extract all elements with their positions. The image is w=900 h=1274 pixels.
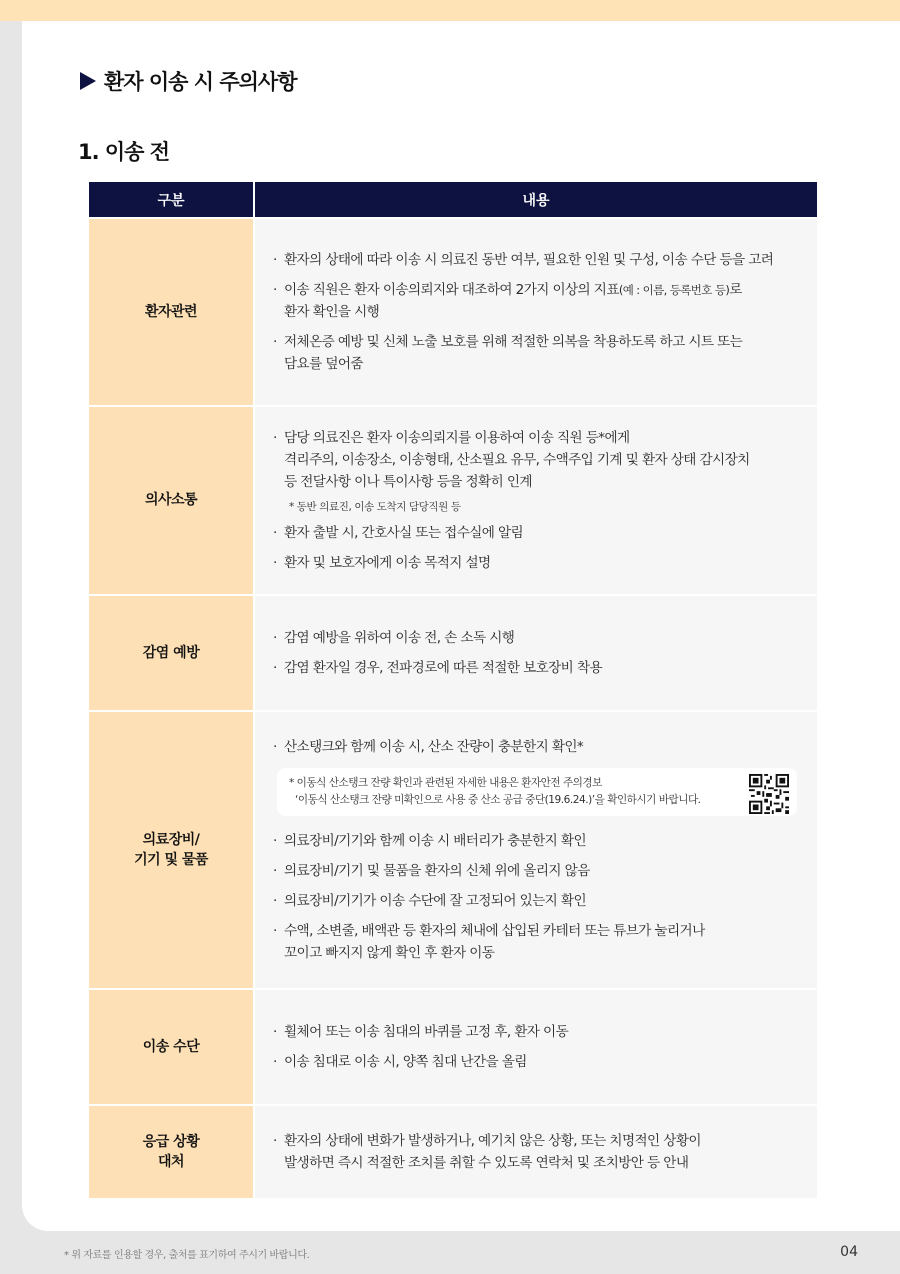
precautions-table bbox=[89, 182, 817, 1198]
table-row bbox=[89, 596, 817, 710]
header-category: 구분 bbox=[89, 182, 253, 217]
table-row bbox=[89, 990, 817, 1104]
row-content bbox=[255, 1106, 817, 1198]
header-content: 내용 bbox=[255, 182, 817, 217]
list-item: · 수액, 소변줄, 배액관 등 환자의 체내에 삽입된 카테터 또는 튜브가 눌리거나 꼬이고 빠지지 않게 확인 후 환자 이동 bbox=[273, 920, 803, 964]
list-item: · 환자 출발 시, 간호사실 또는 접수실에 알림 bbox=[273, 522, 803, 544]
list-item: · 저체온증 예방 및 신체 노출 보호를 위해 적절한 의복을 착용하도록 하고 시트 또는 담요를 덮어줌 bbox=[273, 331, 803, 375]
qr-code-icon[interactable] bbox=[749, 774, 789, 814]
list-item: · 이송 직원은 환자 이송의뢰지와 대조하여 2가지 이상의 지표(예 : 이름, 등록번호 등)로 환자 확인을 시행 bbox=[273, 279, 803, 323]
table-row bbox=[89, 407, 817, 594]
list-item: · 휠체어 또는 이송 침대의 바퀴를 고정 후, 환자 이동 bbox=[273, 1021, 803, 1043]
page-heading bbox=[80, 66, 297, 96]
triangle-right-icon bbox=[80, 72, 96, 90]
row-content bbox=[255, 712, 817, 988]
list-item: · 감염 환자일 경우, 전파경로에 따른 적절한 보호장비 착용 bbox=[273, 657, 803, 679]
row-category: 응급 상황 대처 bbox=[89, 1106, 253, 1198]
list-item: · 환자의 상태에 변화가 발생하거나, 예기치 않은 상황, 또는 치명적인 상황이 발생하면 즉시 적절한 조치를 취할 수 있도록 연락처 및 조치방안 등 안내 bbox=[273, 1130, 803, 1174]
row-content bbox=[255, 990, 817, 1104]
row-category: 감염 예방 bbox=[89, 596, 253, 710]
reference-notice-box bbox=[277, 768, 797, 816]
list-item: · 환자 및 보호자에게 이송 목적지 설명 bbox=[273, 552, 803, 574]
row-category: 의사소통 bbox=[89, 407, 253, 594]
row-category: 이송 수단 bbox=[89, 990, 253, 1104]
row-content bbox=[255, 219, 817, 405]
citation-note: * 위 자료를 인용할 경우, 출처를 표기하여 주시기 바랍니다. bbox=[64, 1250, 310, 1261]
notice-line: ‘이동식 산소탱크 잔량 미확인으로 사용 중 산소 공급 중단(19.6.24.)’을 확인하시기 바랍니다. bbox=[295, 794, 701, 806]
list-item: · 의료장비/기기와 함께 이송 시 배터리가 충분한지 확인 bbox=[273, 830, 803, 852]
list-item: · 환자의 상태에 따라 이송 시 의료진 동반 여부, 필요한 인원 및 구성, 이송 수단 등을 고려 bbox=[273, 249, 803, 271]
list-item: · 의료장비/기기 및 물품을 환자의 신체 위에 올리지 않음 bbox=[273, 860, 803, 882]
list-item: · 산소탱크와 함께 이송 시, 산소 잔량이 충분한지 확인* bbox=[273, 736, 803, 758]
footnote: * 동반 의료진, 이송 도착지 담당직원 등 bbox=[289, 501, 461, 513]
list-item: · 의료장비/기기가 이송 수단에 잘 고정되어 있는지 확인 bbox=[273, 890, 803, 912]
row-content bbox=[255, 407, 817, 594]
row-category: 의료장비/ 기기 및 물품 bbox=[89, 712, 253, 988]
table-row bbox=[89, 219, 817, 405]
notice-line: * 이동식 산소탱크 잔량 확인과 관련된 자세한 내용은 환자안전 주의경보 bbox=[289, 777, 602, 789]
row-content bbox=[255, 596, 817, 710]
page-heading-text: 환자 이송 시 주의사항 bbox=[104, 70, 297, 94]
list-item: · 감염 예방을 위하여 이송 전, 손 소독 시행 bbox=[273, 627, 803, 649]
row-category: 환자관련 bbox=[89, 219, 253, 405]
page-number: 04 bbox=[840, 1244, 858, 1260]
section-title: 1. 이송 전 bbox=[78, 140, 170, 164]
list-item: · 이송 침대로 이송 시, 양쪽 침대 난간을 올림 bbox=[273, 1051, 803, 1073]
table-header bbox=[89, 182, 817, 217]
top-accent-bar bbox=[0, 0, 900, 21]
table-row bbox=[89, 712, 817, 988]
list-item: · 담당 의료진은 환자 이송의뢰지를 이용하여 이송 직원 등*에게 격리주의, 이송장소, 이송형태, 산소필요 유무, 수액주입 기계 및 환자 상태 감시장치 등 전달사항 이나 특이사항 등을 정확히 인계 bbox=[273, 427, 803, 493]
table-row bbox=[89, 1106, 817, 1198]
